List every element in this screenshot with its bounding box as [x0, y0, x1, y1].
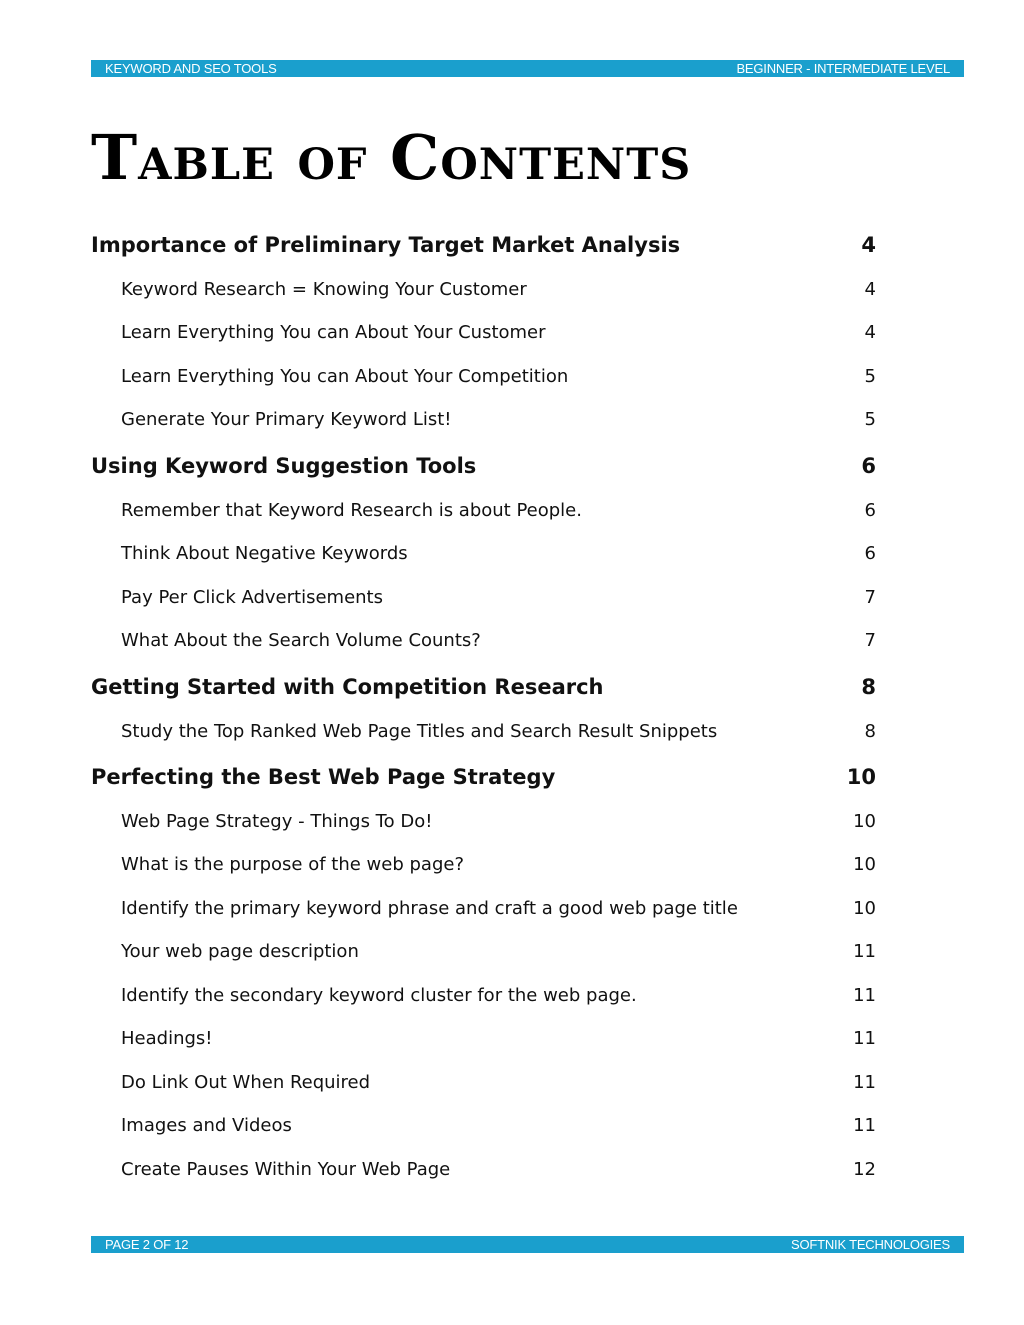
toc-section-entry[interactable] — [91, 809, 876, 835]
toc-entry-page-number: 7 — [864, 630, 876, 651]
header-left-text: KEYWORD AND SEO TOOLS — [105, 61, 277, 76]
toc-entry-page-number: 10 — [846, 765, 876, 789]
toc-chapter-entry[interactable] — [91, 451, 876, 481]
toc-entry-title: Do Link Out When Required — [121, 1072, 371, 1093]
toc-entry-page-number: 10 — [853, 854, 876, 875]
page-footer-bar — [91, 1236, 964, 1253]
toc-entry-title: Headings! — [121, 1028, 213, 1049]
header-right-text: BEGINNER - INTERMEDIATE LEVEL — [736, 61, 950, 76]
toc-entry-title: Study the Top Ranked Web Page Titles and Search Result Snippets — [121, 721, 718, 742]
toc-entry-page-number: 10 — [853, 811, 876, 832]
toc-entry-title: Remember that Keyword Research is about People. — [121, 500, 582, 521]
toc-entry-title: Your web page description — [121, 941, 359, 962]
toc-section-entry[interactable] — [91, 277, 876, 303]
toc-section-entry[interactable] — [91, 983, 876, 1009]
page-title: Table of Contents — [91, 121, 692, 194]
toc-section-entry[interactable] — [91, 1157, 876, 1183]
toc-entry-page-number: 12 — [853, 1159, 876, 1180]
toc-entry-title: Using Keyword Suggestion Tools — [91, 454, 477, 478]
toc-entry-title: What About the Search Volume Counts? — [121, 630, 481, 651]
toc-entry-title: Create Pauses Within Your Web Page — [121, 1159, 451, 1180]
toc-section-entry[interactable] — [91, 407, 876, 433]
toc-entry-title: Generate Your Primary Keyword List! — [121, 409, 452, 430]
toc-entry-page-number: 11 — [853, 1072, 876, 1093]
toc-section-entry[interactable] — [91, 939, 876, 965]
toc-entry-title: Identify the primary keyword phrase and craft a good web page title — [121, 898, 738, 919]
toc-entry-title: What is the purpose of the web page? — [121, 854, 465, 875]
footer-right-text: SOFTNIK TECHNOLOGIES — [790, 1237, 950, 1252]
toc-entry-title: Keyword Research = Knowing Your Customer — [121, 279, 527, 300]
toc-entry-page-number: 8 — [864, 721, 876, 742]
toc-entry-title: Identify the secondary keyword cluster for the web page. — [121, 985, 637, 1006]
toc-entry-page-number: 11 — [853, 985, 876, 1006]
footer-left-text: PAGE 2 OF 12 — [105, 1237, 189, 1252]
toc-entry-page-number: 6 — [861, 454, 876, 478]
toc-entry-page-number: 11 — [853, 1115, 876, 1136]
toc-chapter-entry[interactable] — [91, 762, 876, 792]
toc-entry-title: Perfecting the Best Web Page Strategy — [91, 765, 556, 789]
toc-entry-page-number: 5 — [864, 409, 876, 430]
toc-entry-page-number: 4 — [864, 279, 876, 300]
toc-entry-title: Web Page Strategy - Things To Do! — [121, 811, 433, 832]
toc-section-entry[interactable] — [91, 364, 876, 390]
toc-section-entry[interactable] — [91, 1026, 876, 1052]
toc-entry-page-number: 4 — [861, 233, 876, 257]
toc-entry-page-number: 6 — [864, 500, 876, 521]
toc-section-entry[interactable] — [91, 719, 876, 745]
toc-section-entry[interactable] — [91, 585, 876, 611]
toc-entry-title: Images and Videos — [121, 1115, 292, 1136]
toc-entry-title: Learn Everything You can About Your Competition — [121, 366, 569, 387]
toc-section-entry[interactable] — [91, 628, 876, 654]
toc-chapter-entry[interactable] — [91, 230, 876, 260]
toc-entry-page-number: 11 — [853, 1028, 876, 1049]
toc-section-entry[interactable] — [91, 541, 876, 567]
toc-entry-title: Getting Started with Competition Research — [91, 675, 604, 699]
toc-section-entry[interactable] — [91, 320, 876, 346]
toc-entry-page-number: 8 — [861, 675, 876, 699]
toc-entry-title: Pay Per Click Advertisements — [121, 587, 383, 608]
toc-entry-title: Learn Everything You can About Your Customer — [121, 322, 546, 343]
toc-section-entry[interactable] — [91, 852, 876, 878]
toc-entry-title: Importance of Preliminary Target Market Analysis — [91, 233, 681, 257]
toc-entry-page-number: 5 — [864, 366, 876, 387]
toc-entry-page-number: 6 — [864, 543, 876, 564]
toc-entry-page-number: 10 — [853, 898, 876, 919]
toc-entry-page-number: 4 — [864, 322, 876, 343]
toc-entry-page-number: 7 — [864, 587, 876, 608]
toc-section-entry[interactable] — [91, 498, 876, 524]
toc-section-entry[interactable] — [91, 1113, 876, 1139]
toc-chapter-entry[interactable] — [91, 672, 876, 702]
page-header-bar — [91, 60, 964, 77]
toc-section-entry[interactable] — [91, 1070, 876, 1096]
toc-section-entry[interactable] — [91, 896, 876, 922]
toc-entry-page-number: 11 — [853, 941, 876, 962]
toc-entry-title: Think About Negative Keywords — [121, 543, 408, 564]
